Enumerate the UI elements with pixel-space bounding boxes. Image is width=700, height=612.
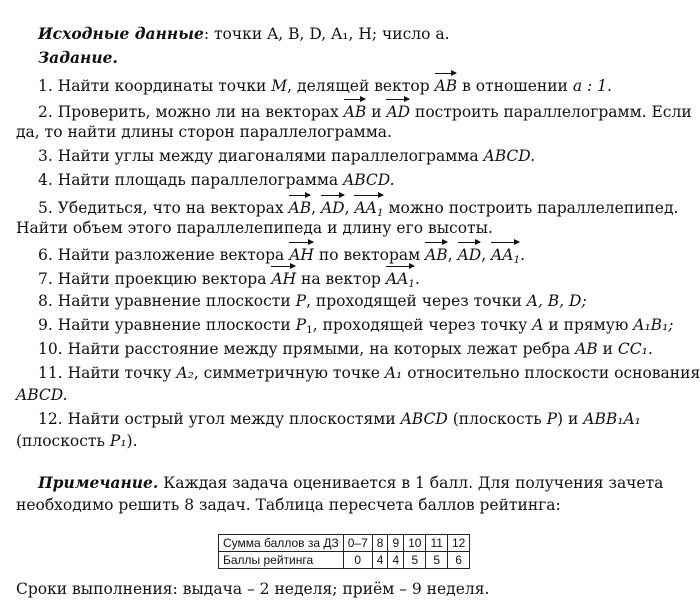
task-5-cont: Найти объем этого параллелепипеда и длину его высоты.	[16, 219, 493, 237]
table-cell: 4	[388, 552, 404, 569]
table-cell: 10	[404, 535, 426, 552]
task-8: 8. Найти уравнение плоскости P, проходящей через точки A, B, D;	[38, 292, 587, 310]
table-cell: 5	[404, 552, 426, 569]
task-7: 7. Найти проекцию вектора AH на вектор $AA_1$.	[38, 266, 420, 290]
vector-aa1: $AA_1$	[354, 195, 383, 219]
table-cell: 4	[372, 552, 388, 569]
vector-ab: AB	[425, 242, 448, 266]
note-label: Примечание.	[38, 473, 159, 492]
task-heading: Задание.	[38, 48, 118, 67]
vector-ab: AB	[289, 195, 312, 219]
table-cell: 0	[343, 552, 372, 569]
task-1: 1. Найти координаты точки M, делящей вектор AB в отношении a : 1.	[38, 73, 612, 97]
intro-line	[38, 23, 450, 45]
task-11: 11. Найти точку A₂, симметричную точке A₁ относительно плоскости основания	[38, 364, 700, 382]
vector-aa1: $AA_1$	[386, 266, 415, 290]
vector-aa1: $AA_1$	[491, 242, 520, 266]
table-cell: Сумма баллов за ДЗ	[219, 535, 344, 552]
task-12-cont: (плоскость P₁).	[16, 432, 138, 450]
vector-ad: AD	[458, 242, 482, 266]
table-cell: 5	[426, 552, 447, 569]
table-row	[219, 552, 470, 569]
table-cell: 0–7	[343, 535, 372, 552]
intro-text: : точки A, B, D, A₁, H; число a.	[203, 25, 450, 43]
table-row	[219, 535, 470, 552]
vector-ad: AD	[386, 99, 410, 123]
table-cell: 11	[426, 535, 447, 552]
deadline-text: Сроки выполнения: выдача – 2 неделя; приём – 9 неделя.	[16, 580, 490, 598]
vector-ah: AH	[289, 242, 314, 266]
table-cell: 8	[372, 535, 388, 552]
note-line-2: необходимо решить 8 задач. Таблица пересчета баллов рейтинга:	[16, 496, 561, 514]
task-2: 2. Проверить, можно ли на векторах AB и AD построить параллелограмм. Если	[38, 99, 692, 123]
vector-ab: AB	[435, 73, 458, 97]
vector-ab: AB	[344, 99, 367, 123]
task-5: 5. Убедиться, что на векторах AB, AD, $AA_1$ можно построить параллелепипед.	[38, 195, 678, 219]
vector-ah: AH	[271, 266, 296, 290]
task-12: 12. Найти острый угол между плоскостями ABCD (плоскость P) и ABB₁A₁	[38, 410, 641, 428]
table-cell: 12	[447, 535, 469, 552]
vector-ad: AD	[321, 195, 345, 219]
task-11-cont: ABCD.	[16, 386, 68, 404]
task-10: 10. Найти расстояние между прямыми, на которых лежат ребра AB и CC₁.	[38, 340, 653, 358]
task-6: 6. Найти разложение вектора AH по векторам AB, AD, $AA_1$.	[38, 242, 525, 266]
task-9: 9. Найти уравнение плоскости $P_1$, проходящей через точку A и прямую A₁B₁;	[38, 316, 674, 336]
task-3: 3. Найти углы между диагоналями параллелограмма ABCD.	[38, 147, 536, 165]
task-2-cont: да, то найти длины сторон параллелограмма.	[16, 123, 392, 141]
intro-label: Исходные данные	[38, 24, 204, 43]
rating-table	[218, 534, 470, 569]
table-cell: 9	[388, 535, 404, 552]
task-4: 4. Найти площадь параллелограмма ABCD.	[38, 171, 395, 189]
note-line-1: Примечание. Каждая задача оценивается в 1 балл. Для получения зачета	[38, 473, 664, 492]
table-cell: Баллы рейтинга	[219, 552, 344, 569]
table-cell: 6	[447, 552, 469, 569]
